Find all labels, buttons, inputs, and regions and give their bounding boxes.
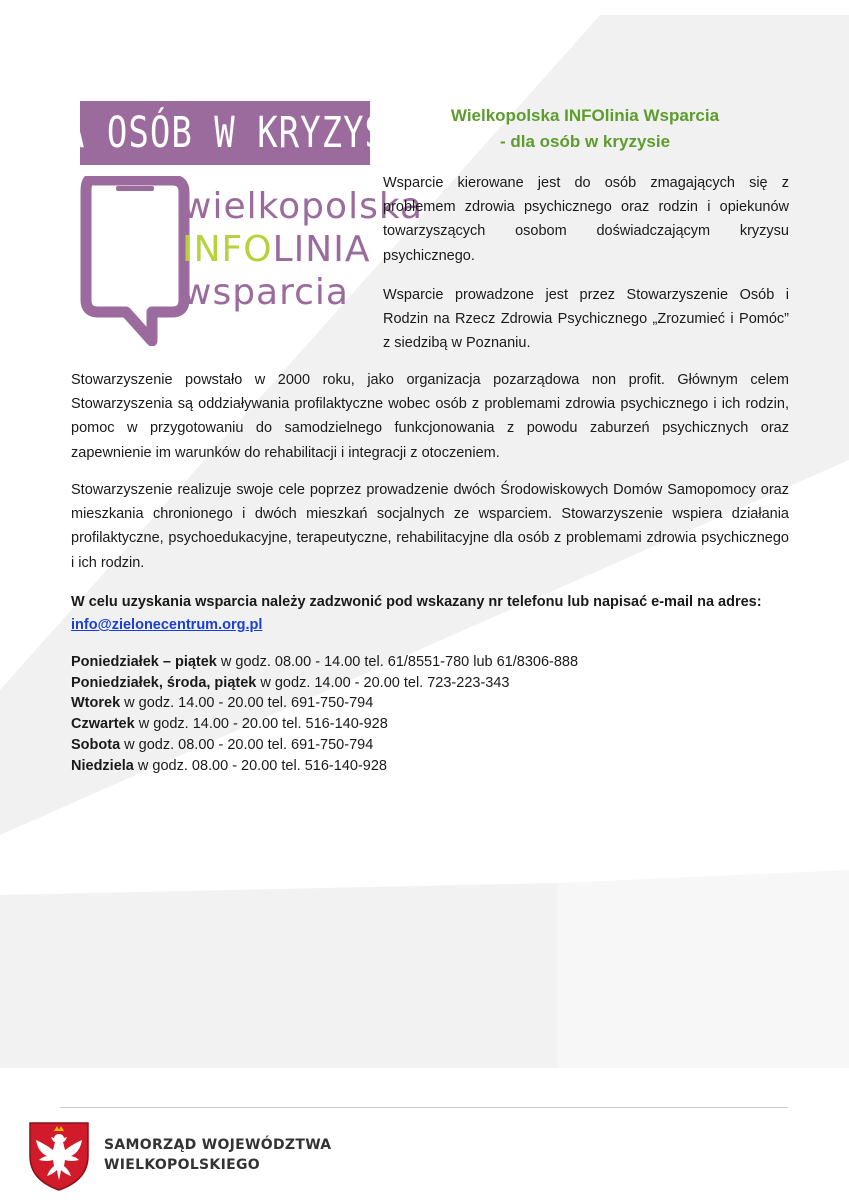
organization-paragraph: Wsparcie prowadzone jest przez Stowarzyszenie Osób i Rodzin na Rzecz Zdrowia Psychicznego „Zrozumieć i Pomóc” z siedzibą w Poznaniu. [383, 287, 789, 352]
opening-hours [71, 652, 789, 776]
hours-day: Poniedziałek, środa, piątek [71, 674, 257, 691]
footer-divider [60, 1107, 788, 1108]
footer-org-line2: WIELKOPOLSKIEGO [104, 1157, 260, 1173]
page-title: Wielkopolska INFOlinia Wsparcia [450, 106, 720, 125]
hours-row [71, 714, 789, 735]
hours-detail: w godz. 14.00 - 20.00 tel. 723-223-343 [256, 674, 510, 691]
logo-word-info: INFO [182, 229, 273, 270]
page-subtitle: - dla osób w kryzysie [499, 132, 671, 151]
logo-banner [21, 101, 429, 165]
hours-day: Poniedziałek – piątek [71, 654, 217, 670]
footer-org-line1: SAMORZĄD WOJEWÓDZTWA [104, 1137, 332, 1153]
hours-detail: w godz. 08.00 - 20.00 tel. 516-140-928 [133, 757, 387, 774]
hours-row [71, 735, 789, 756]
logo-word-wsparcia: wsparcia [182, 272, 349, 313]
hours-detail: w godz. 08.00 - 20.00 tel. 691-750-794 [120, 736, 374, 753]
hours-row [71, 673, 789, 694]
activities-paragraph: Stowarzyszenie realizuje swoje cele poprzez prowadzenie dwóch Środowiskowych Domów Samopomocy oraz mieszkania chronionego i dwóch mieszkań socjalnych ze wsparciem. Stowarzyszenie wspiera działania profilaktyczne, psychoedukacyjne, terapeutyczne, rehabilitacyjne dla osób z problemami zdrowia psychicznego i ich rodzin. [71, 482, 789, 571]
logo-word-wielkopolska: wielkopolska [182, 186, 424, 227]
hours-row [71, 693, 789, 714]
history-paragraph: Stowarzyszenie powstało w 2000 roku, jako organizacja pozarządowa non profit. Głównym celem Stowarzyszenia są oddziaływania profilaktyczne wobec osób z problemami zdrowia psychicznego i ich rodzin, pomoc w przygotowaniu do samodzielnego funkcjonowania z powodu zaburzeń psychicznych oraz zapewnienie im warunków do rehabilitacji i integracji z otoczeniem. [71, 372, 789, 461]
hours-day: Sobota [71, 736, 121, 753]
coat-of-arms-eagle-icon [27, 1120, 91, 1192]
hours-detail: w godz. 14.00 - 20.00 tel. 516-140-928 [134, 716, 388, 733]
phone-speech-bubble-icon [80, 176, 190, 346]
logo-word-linia: LINIA [272, 229, 371, 270]
hours-detail: w godz. 14.00 - 20.00 tel. 691-750-794 [120, 695, 374, 712]
intro-paragraph: Wsparcie kierowane jest do osób zmagających się z problemem zdrowia psychicznego oraz rodzin i opiekunów towarzyszących osobom doświadczającym kryzysu psychicznego. [383, 175, 789, 264]
hours-day: Niedziela [71, 757, 134, 774]
contact-instructions: W celu uzyskania wsparcia należy zadzwonić pod wskazany nr telefonu lub napisać e-mail na adres: [71, 594, 762, 610]
email-link[interactable]: info@zielonecentrum.org.pl [71, 617, 263, 633]
hours-row [71, 756, 789, 777]
logo-banner-text: DLA OSÓB W KRYZYSIE [21, 108, 429, 158]
hours-detail: w godz. 08.00 - 14.00 tel. 61/8551-780 lub 61/8306-888 [216, 654, 579, 670]
hours-day: Wtorek [71, 695, 121, 712]
hours-day: Czwartek [71, 716, 135, 733]
logo-word-infolinia [182, 230, 370, 270]
hours-row [71, 652, 789, 673]
